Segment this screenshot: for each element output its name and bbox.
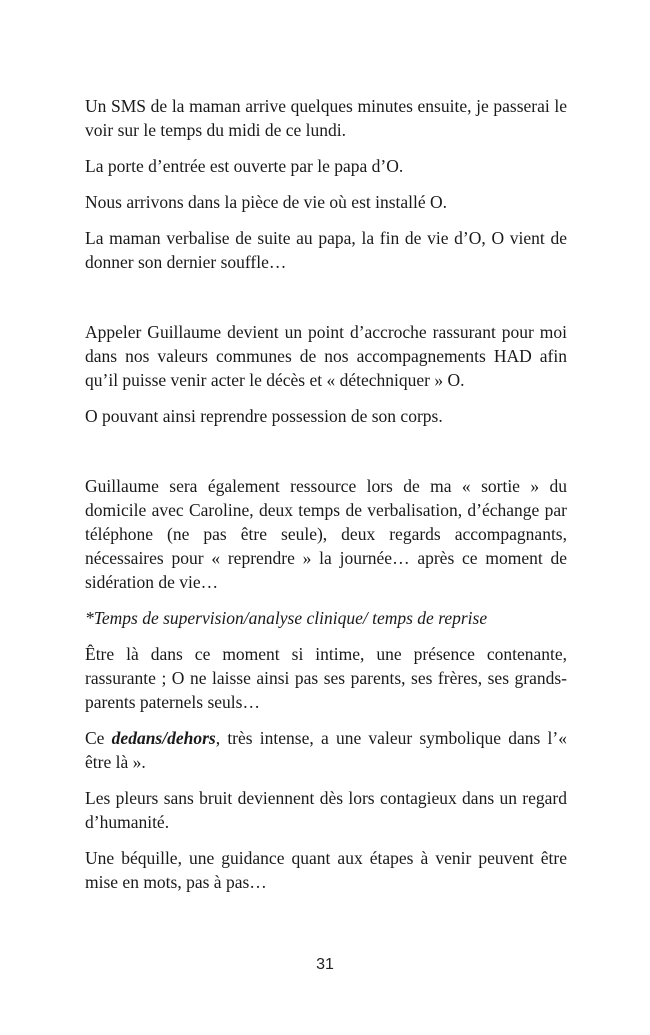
paragraph-silent-tears: Les pleurs sans bruit deviennent dès lors contagieux dans un regard d’humanité. [85,788,567,832]
paragraph-guillaume-resource: Guillaume sera également ressource lors de ma « sortie » du domicile avec Caroline, deux temps de verbalisation, d’échange par téléphone (ne pas être seule), deux regards accompagnants, nécessaires pour « reprendre » la journée… après ce moment de sidération de vie… [85,476,567,592]
paragraph-door: La porte d’entrée est ouverte par le papa d’O. [85,156,404,176]
inside-outside-emphasis: dedans/dehors [111,728,216,748]
paragraph-supervision-note: *Temps de supervision/analyse clinique/ temps de reprise [85,608,488,628]
paragraph-arrival: Nous arrivons dans la pièce de vie où est installé O. [85,192,448,212]
page-body [85,94,567,894]
inside-outside-suffix: , très intense, a une valeur symbolique dans l’« être là ». [85,728,567,772]
paragraph-body-possession: O pouvant ainsi reprendre possession de son corps. [85,406,443,426]
paragraph-sms: Un SMS de la maman arrive quelques minutes ensuite, je passerai le voir sur le temps du midi de ce lundi. [85,96,567,140]
paragraph-call-guillaume: Appeler Guillaume devient un point d’accroche rassurant pour moi dans nos valeurs communes de nos accompagnements HAD afin qu’il puisse venir acter le décès et « détechniquer » O. [85,322,567,390]
page-number: 31 [316,956,334,973]
inside-outside-prefix: Ce [85,728,112,748]
paragraph-end-of-life: La maman verbalise de suite au papa, la fin de vie d’O, O vient de donner son dernier souffle… [85,228,567,272]
paragraph-crutch-guidance: Une béquille, une guidance quant aux étapes à venir peuvent être mise en mots, pas à pas… [85,848,567,892]
paragraph-inside-outside [85,726,567,774]
paragraph-being-there: Être là dans ce moment si intime, une présence contenante, rassurante ; O ne laisse ainsi pas ses parents, ses frères, ses grands-parents paternels seuls… [85,644,567,712]
